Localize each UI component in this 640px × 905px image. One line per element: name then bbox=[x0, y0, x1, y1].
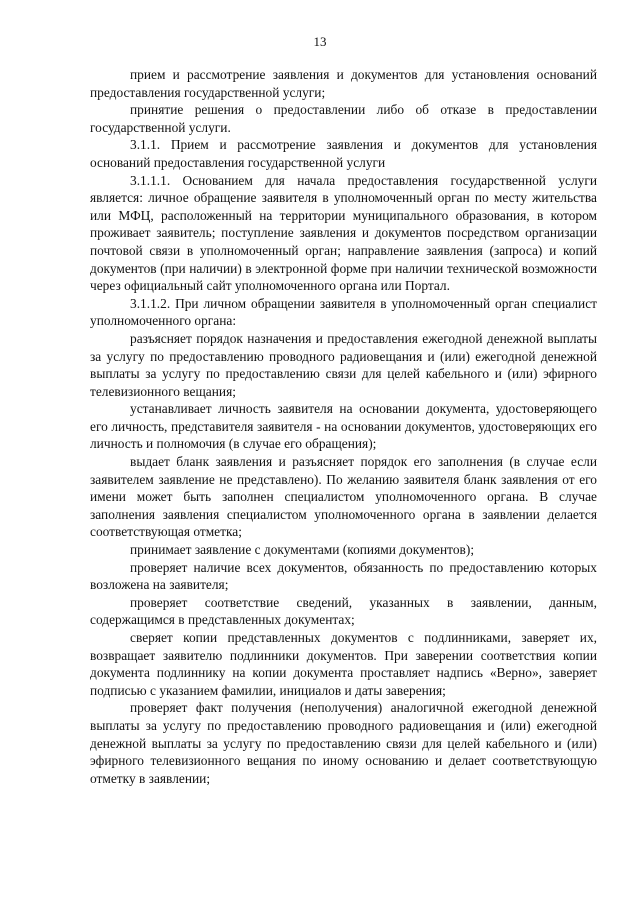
list-item: проверяет наличие всех документов, обязанность по предоставлению которых возложена на заявителя; bbox=[90, 559, 597, 593]
paragraph: принятие решения о предоставлении либо об отказе в предоставлении государственной услуги. bbox=[90, 102, 597, 135]
section-heading: 3.1.1. Прием и рассмотрение заявления и документов для установления оснований предоставления государственной услуги bbox=[90, 137, 597, 170]
list-item: устанавливает личность заявителя на основании документа, удостоверяющего его личность, представителя заявителя - на основании документов, удостоверяющих его личность и полномочия (в случае его обращения); bbox=[90, 401, 597, 452]
document-body bbox=[90, 66, 597, 787]
paragraph: 3.1.1.2. При личном обращении заявителя в уполномоченный орган специалист уполномоченного органа: bbox=[90, 295, 597, 329]
list-item: сверяет копии представленных документов с подлинниками, заверяет их, возвращает заявителю подлинники документов. При заверении соответствия копии документа подлиннику на копии документа проставляет надпись «Верно», заверяет подписью с указанием фамилии, инициалов и даты заверения; bbox=[90, 630, 597, 698]
list-item: разъясняет порядок назначения и предоставления ежегодной денежной выплаты за услугу по предоставлению проводного радиовещания и (или) ежегодной денежной выплаты за услугу по предоставлению связи для целей кабельного и (или) эфирного телевизионного вещания; bbox=[90, 330, 597, 399]
paragraph: 3.1.1.1. Основанием для начала предоставления государственной услуги является: личное обращение заявителя в уполномоченный орган по месту жительства или МФЦ, расположенный на территории муниципального образования, в котором проживает заявитель; поступление заявления и документов посредством организации почтовой связи в уполномоченный орган; направление заявления (запроса) и копий документов (при наличии) в электронной форме при наличии технической возможности через официальный сайт уполномоченного органа или Портал. bbox=[90, 172, 597, 294]
paragraph: прием и рассмотрение заявления и документов для установления оснований предоставления государственной услуги; bbox=[90, 67, 597, 100]
list-item: принимает заявление с документами (копиями документов); bbox=[130, 542, 475, 558]
list-item: проверяет соответствие сведений, указанных в заявлении, данным, содержащимся в представленных документах; bbox=[90, 594, 597, 628]
list-item: выдает бланк заявления и разъясняет порядок его заполнения (в случае если заявителем заявление не представлено). По желанию заявителя бланк заявления от его имени может быть заполнен специалистом уполномоченного органа. В случае заполнения заявления специалистом уполномоченного органа в заявлении делается соответствующая отметка; bbox=[90, 454, 597, 540]
list-item: проверяет факт получения (неполучения) аналогичной ежегодной денежной выплаты за услугу по предоставлению проводного радиовещания и (или) ежегодной денежной выплаты за услугу по предоставлению связи для целей кабельного и (или) эфирного телевизионного вещания по иному основанию и делает соответствующую отметку в заявлении; bbox=[90, 700, 597, 786]
page-number: 13 bbox=[313, 34, 327, 49]
